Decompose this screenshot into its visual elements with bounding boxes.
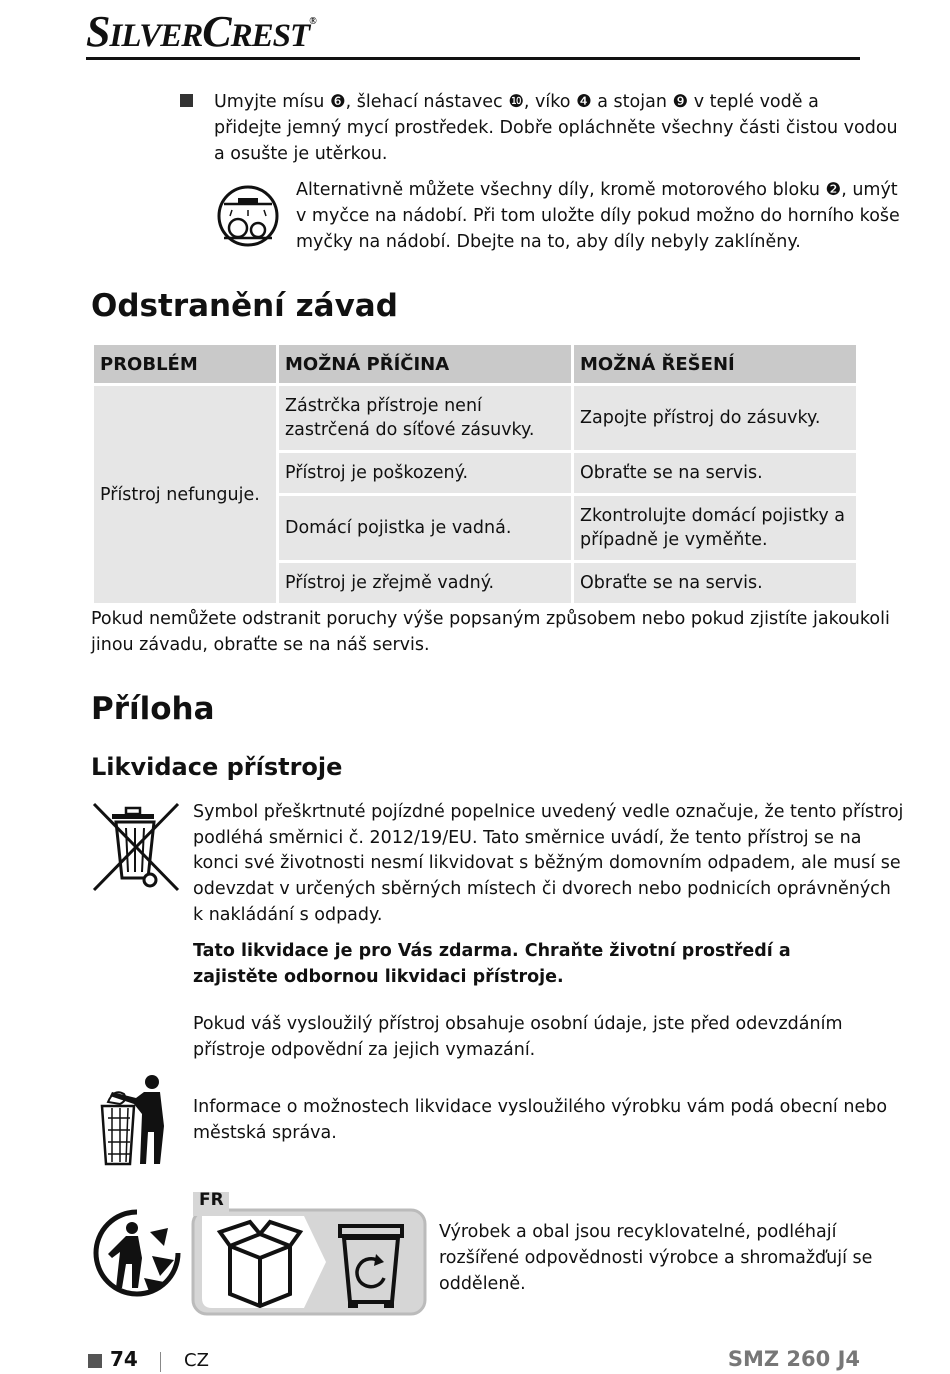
appendix-title: Příloha [91,691,215,727]
free-disposal-bold-1: Tato likvidace je pro Vás zdarma. Chraňte životní prostředí a [193,941,791,961]
header-problem: PROBLÉM [94,345,276,383]
info-line-2: městská správa. [193,1123,337,1143]
triman-icon [92,1208,182,1298]
weee-line-5: k nakládání s odpady. [193,905,383,925]
personal-data-line-1: Pokud váš vysloužilý přístroj obsahuje osobní údaje, jste před odevzdáním [193,1014,843,1034]
personal-data-line-2: přístroje odpovědní za jejich vymazání. [193,1040,536,1060]
language-code: CZ [184,1350,209,1371]
alt-line-2: v myčce na nádobí. Při tom uložte díly pokud možno do horního koše [296,206,900,226]
cause-cell: Zástrčka přístroje není zastrčená do síťové zásuvky. [279,386,571,450]
cleaning-line-3: a osušte je utěrkou. [214,144,388,164]
brand-logo: SILVERCREST® [86,7,316,56]
solution-cell: Obraťte se na servis. [574,453,856,493]
troubleshooting-table [91,342,859,606]
cause-cell: Přístroj je zřejmě vadný. [279,563,571,603]
recycle-line-1: Výrobek a obal jsou recyklovatelné, podléhají [439,1222,837,1242]
footer-separator [160,1352,161,1372]
cleaning-line-2: přidejte jemný mycí prostředek. Dobře opláchněte všechny části čistou vodou [214,118,898,138]
fr-label: FR [199,1190,224,1210]
header-solution: MOŽNÁ ŘEŠENÍ [574,345,856,383]
troubleshooting-note-1: Pokud nemůžete odstranit poruchy výše popsaným způsobem nebo pokud zjistíte jakoukoli [91,609,890,629]
header-cause: MOŽNÁ PŘÍČINA [279,345,571,383]
cause-cell: Domácí pojistka je vadná. [279,496,571,560]
solution-cell: Zkontrolujte domácí pojistky a případně je vyměňte. [574,496,856,560]
alt-line-3: myčky na nádobí. Dbejte na to, aby díly nebyly zaklíněny. [296,232,801,252]
cause-cell: Přístroj je poškozený. [279,453,571,493]
troubleshooting-title: Odstranění závad [91,288,398,324]
bullet-square [180,94,193,107]
model-number: SMZ 260 J4 [727,1347,860,1371]
cleaning-line-1: Umyjte mísu ❻, šlehací nástavec ❿, víko ❹ a stojan ❾ v teplé vodě a [214,92,819,112]
disposal-subtitle: Likvidace přístroje [91,753,343,781]
solution-cell: Zapojte přístroj do zásuvky. [574,386,856,450]
weee-line-3: konci své životnosti nesmí likvidovat s běžným domovním odpadem, ale musí se [193,853,901,873]
troubleshooting-note-2: jinou závadu, obraťte se na náš servis. [91,635,430,655]
weee-line-4: odevzdat v určených sběrných místech či dvorech nebo podnicích oprávněných [193,879,891,899]
page-number: 74 [110,1347,138,1371]
free-disposal-bold-2: zajistěte odbornou likvidaci přístroje. [193,967,564,987]
problem-cell: Přístroj nefunguje. [94,386,276,603]
crossed-bin-icon [90,800,182,894]
recycle-line-3: odděleně. [439,1274,526,1294]
weee-line-2: podléhá směrnici č. 2012/19/EU. Tato směrnice uvádí, že tento přístroj se na [193,828,862,848]
solution-cell: Obraťte se na servis. [574,563,856,603]
footer-square [88,1354,102,1368]
header-rule [86,57,860,60]
dishwasher-icon [216,184,280,248]
table-row [94,386,856,450]
alt-line-1: Alternativně můžete všechny díly, kromě motorového bloku ❷, umýt [296,180,898,200]
tidyman-icon [98,1074,174,1166]
weee-line-1: Symbol přeškrtnuté pojízdné popelnice uvedený vedle označuje, že tento přístroj [193,802,904,822]
table-header-row [94,345,856,383]
recycling-info-panel [190,1190,428,1318]
info-line-1: Informace o možnostech likvidace vysloužilého výrobku vám podá obecní nebo [193,1097,888,1117]
recycle-line-2: rozšířené odpovědnosti výrobce a shromažďují se [439,1248,873,1268]
